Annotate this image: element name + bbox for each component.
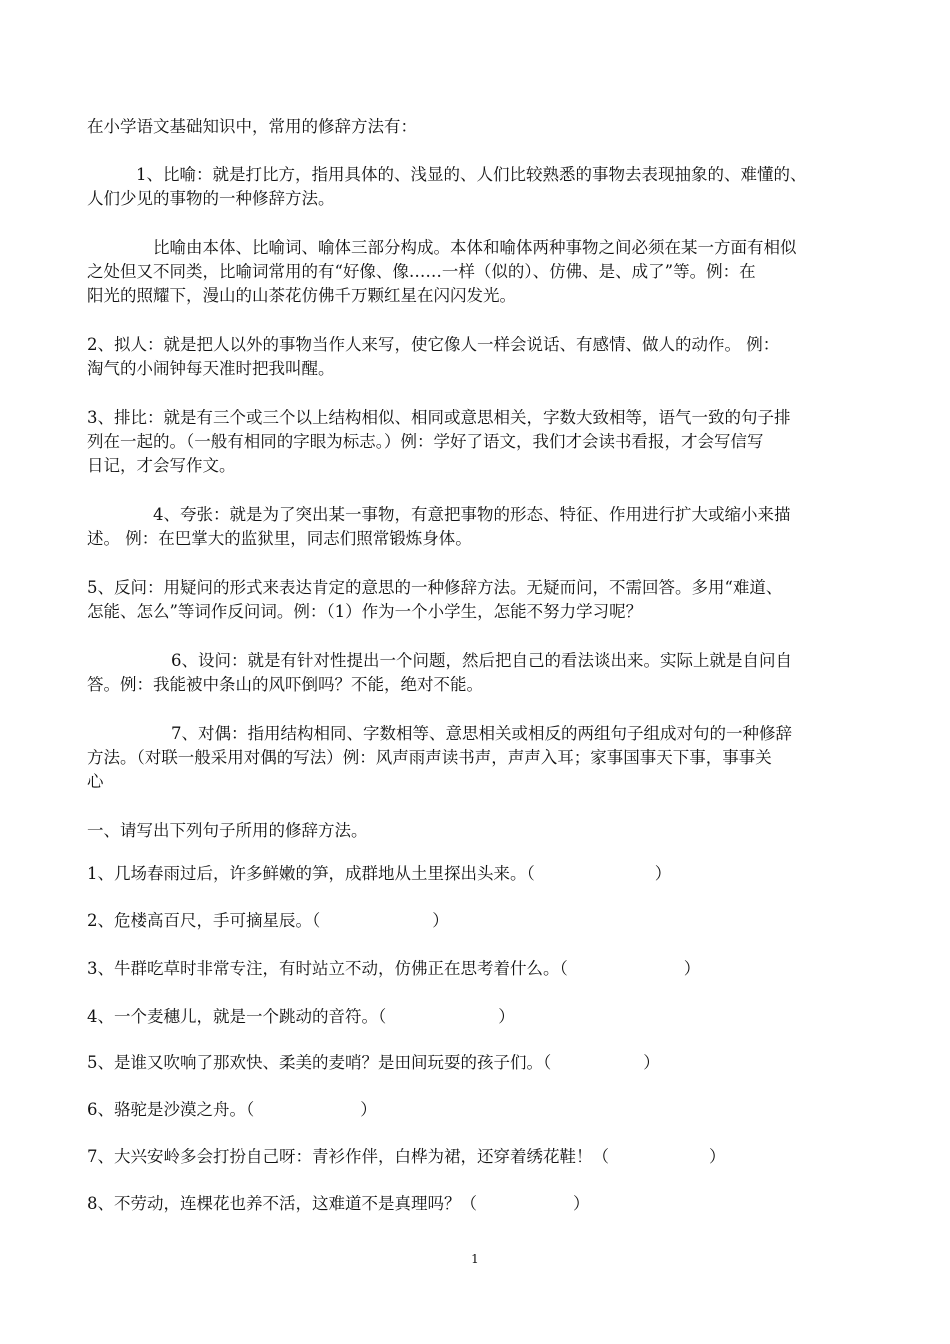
question-text: 7、大兴安岭多会打扮自己呀：青衫作伴，白桦为裙，还穿着绣花鞋！（ xyxy=(87,1147,609,1166)
method-7-line-1: 7、对偶：指用结构相同、字数相等、意思相关或相反的两组句子组成对句的一种修辞 xyxy=(171,724,792,743)
question-text: 6、骆驼是沙漠之舟。（ xyxy=(87,1100,255,1119)
question-8 xyxy=(87,1192,590,1216)
question-text: 3、牛群吃草时非常专注，有时站立不动，仿佛正在思考着什么。（ xyxy=(87,959,568,978)
method-5-line-1: 5、反问：用疑问的形式来表达肯定的意思的一种修辞方法。无疑而问，不需回答。多用“难道、 xyxy=(87,578,783,597)
closing-paren: ） xyxy=(573,1194,590,1213)
method-3-line-3: 日记，才会写作文。 xyxy=(87,456,236,475)
simile-line-1: 比喻由本体、比喻词、喻体三部分构成。本体和喻体两种事物之间必须在某一方面有相似 xyxy=(153,238,797,257)
method-1-line-1: 1、比喻：就是打比方，指用具体的、浅显的、人们比较熟悉的事物去表现抽象的、难懂的、 xyxy=(136,165,807,184)
closing-paren: ） xyxy=(360,1100,377,1119)
question-6 xyxy=(87,1098,377,1122)
question-7 xyxy=(87,1145,726,1169)
method-1-line-2: 人们少见的事物的一种修辞方法。 xyxy=(87,189,335,208)
question-2 xyxy=(87,909,449,933)
exercise-title: 一、请写出下列句子所用的修辞方法。 xyxy=(87,821,368,840)
method-4-line-1: 4、夸张：就是为了突出某一事物，有意把事物的形态、特征、作用进行扩大或缩小来描 xyxy=(153,505,791,524)
method-7-line-3: 心 xyxy=(87,772,104,791)
closing-paren: ） xyxy=(643,1053,660,1072)
intro-line: 在小学语文基础知识中，常用的修辞方法有： xyxy=(87,117,417,136)
method-2-line-1: 2、拟人：就是把人以外的事物当作人来写，使它像人一样会说话、有感情、做人的动作。 例： xyxy=(87,335,780,354)
closing-paren: ） xyxy=(498,1007,515,1026)
closing-paren: ） xyxy=(654,864,672,883)
question-text: 5、是谁又吹响了那欢快、柔美的麦哨？是田间玩耍的孩子们。（ xyxy=(87,1053,552,1072)
method-2-line-2: 淘气的小闹钟每天准时把我叫醒。 xyxy=(87,359,335,378)
question-4 xyxy=(87,1005,515,1029)
method-6-line-2: 答。例：我能被中条山的风吓倒吗？不能，绝对不能。 xyxy=(87,675,483,694)
method-3-line-1: 3、排比：就是有三个或三个以上结构相似、相同或意思相关，字数大致相等，语气一致的句子排 xyxy=(87,408,791,427)
question-text: 8、不劳动，连棵花也养不活，这难道不是真理吗？（ xyxy=(87,1194,477,1213)
method-6-line-1: 6、设问：就是有针对性提出一个问题，然后把自己的看法谈出来。实际上就是自问自 xyxy=(171,651,792,670)
closing-paren: ） xyxy=(683,959,701,978)
simile-line-3: 阳光的照耀下，漫山的山茶花仿佛千万颗红星在闪闪发光。 xyxy=(87,286,516,305)
method-7-line-2: 方法。（对联一般采用对偶的写法）例：风声雨声读书声，声声入耳；家事国事天下事，事事关 xyxy=(87,748,772,767)
question-text: 1、几场春雨过后，许多鲜嫩的笋，成群地从土里探出头来。（ xyxy=(87,864,535,883)
closing-paren: ） xyxy=(432,911,449,930)
question-5 xyxy=(87,1051,660,1075)
question-1 xyxy=(87,862,671,886)
simile-line-2: 之处但又不同类，比喻词常用的有“好像、像……一样（似的）、仿佛、是、成了”等。例：在 xyxy=(87,262,756,281)
method-4-line-2: 述。 例：在巴掌大的监狱里，同志们照常锻炼身体。 xyxy=(87,529,472,548)
question-text: 4、一个麦穗儿，就是一个跳动的音符。（ xyxy=(87,1007,387,1026)
method-3-line-2: 列在一起的。（一般有相同的字眼为标志。）例：学好了语文，我们才会读书看报，才会写信写 xyxy=(87,432,764,451)
question-text: 2、危楼高百尺，手可摘星辰。（ xyxy=(87,911,321,930)
page-number: 1 xyxy=(471,1252,479,1266)
question-3 xyxy=(87,957,700,981)
closing-paren: ） xyxy=(709,1147,726,1166)
method-5-line-2: 怎能、怎么”等词作反问词。例：（1）作为一个小学生，怎能不努力学习呢？ xyxy=(87,602,643,621)
